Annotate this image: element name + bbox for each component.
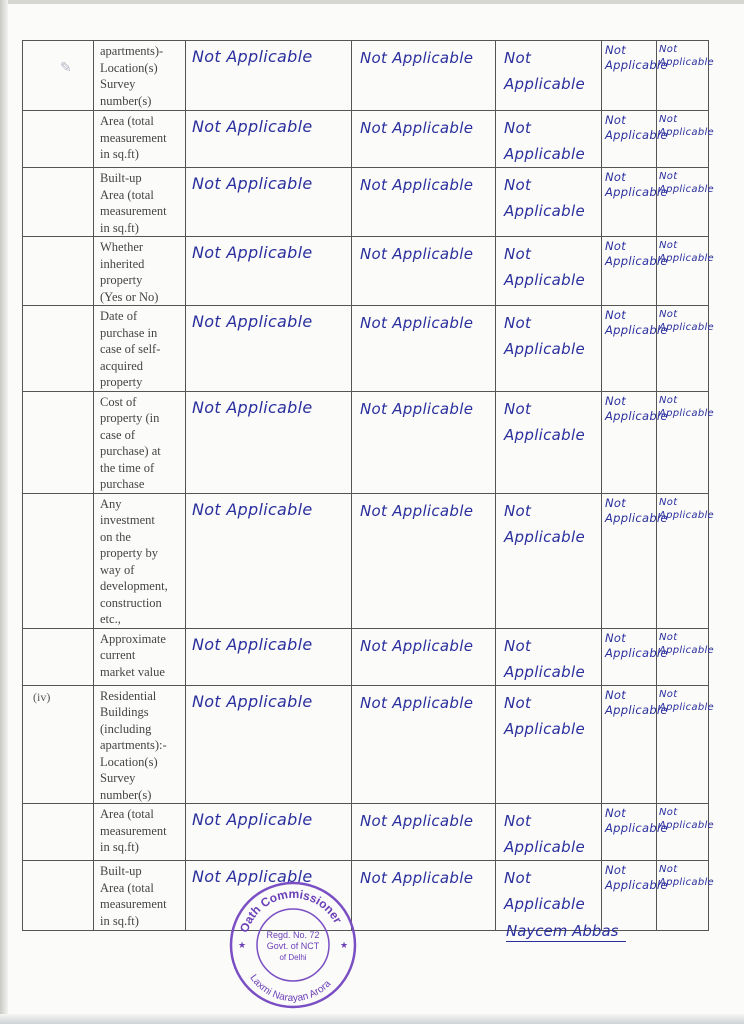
value-cell-4: [602, 685, 668, 804]
description-line: Approximate: [100, 631, 166, 646]
item-description-cell: [94, 493, 186, 628]
handwritten-value: Not Applicable: [360, 49, 474, 67]
handwritten-value: Not Applicable: [504, 869, 585, 913]
handwritten-value: Not Applicable: [192, 867, 313, 886]
value-cell-3: [496, 41, 602, 111]
description-line: case of self-: [100, 342, 161, 356]
value-cell-2: [352, 111, 496, 168]
description-line: Cost of: [100, 394, 137, 409]
deponent-signature: Naycem Abbas: [506, 922, 626, 942]
value-cell-3: [496, 628, 602, 685]
value-cell-1: [186, 804, 352, 861]
handwritten-value: Not Applicable: [659, 394, 714, 419]
description-line: construction: [100, 595, 162, 610]
value-cell-3: [496, 168, 602, 237]
handwritten-value: Not Applicable: [659, 864, 714, 888]
description-line: property (in: [100, 411, 160, 425]
handwritten-value: Not Applicable: [360, 693, 474, 712]
svg-text:Govt. of NCT: Govt. of NCT: [266, 941, 320, 951]
item-description-cell: [94, 168, 186, 237]
item-description-cell: [94, 111, 186, 168]
value-cell-4: [602, 237, 668, 306]
table-row: [23, 861, 709, 931]
description-line: Survey: [100, 771, 136, 785]
value-cell-4: [602, 391, 668, 493]
description-line: market value: [100, 664, 165, 679]
value-cell-1: [186, 493, 352, 628]
handwritten-value: Not Applicable: [659, 631, 714, 656]
description-line: measurement: [100, 823, 167, 838]
description-line: measurement: [100, 204, 167, 218]
handwritten-value: Not Applicable: [504, 636, 585, 681]
description-line: number(s): [100, 93, 152, 108]
table-row: [23, 391, 709, 493]
handwritten-value: Not Applicable: [504, 245, 585, 289]
page-bottom-edge: [0, 1014, 744, 1024]
description-line: Area (total: [100, 114, 154, 128]
value-cell-4: [602, 804, 668, 861]
handwritten-value: Not Applicable: [659, 240, 714, 264]
description-line: in sq.ft): [100, 913, 139, 928]
handwritten-value: Not Applicable: [360, 314, 474, 332]
description-line: in sq.ft): [100, 220, 139, 235]
value-cell-2: [352, 168, 496, 237]
handwritten-value: Not Applicable: [659, 114, 714, 138]
handwritten-value: Not Applicable: [605, 495, 668, 525]
table-row: [23, 111, 709, 168]
table-row: [23, 41, 709, 111]
item-description-cell: [94, 306, 186, 392]
description-line: acquired: [100, 358, 144, 373]
value-cell-2: [352, 306, 496, 392]
handwritten-value: Not Applicable: [504, 119, 585, 163]
item-description-cell: [94, 237, 186, 306]
table-row: [23, 237, 709, 306]
value-cell-4: [602, 111, 668, 168]
handwritten-value: Not Applicable: [504, 314, 585, 358]
handwritten-value: Not Applicable: [605, 393, 668, 423]
description-line: Area (total: [100, 187, 154, 202]
serial-number-cell: [23, 861, 94, 931]
svg-text:★: ★: [238, 940, 247, 950]
value-cell-3: [496, 237, 602, 306]
value-cell-3: [496, 685, 602, 804]
page-left-edge: [0, 0, 8, 1024]
value-cell-5: [657, 41, 714, 111]
description-line: property by: [100, 546, 158, 560]
description-line: Any: [100, 496, 122, 511]
value-cell-5: [657, 493, 714, 628]
handwritten-value: Not Applicable: [605, 806, 668, 835]
asset-declaration-table: [22, 40, 714, 931]
value-cell-1: [186, 685, 352, 804]
description-line: property: [100, 375, 143, 389]
serial-number-cell: [23, 168, 94, 237]
description-line: measurement: [100, 897, 167, 911]
handwritten-value: Not Applicable: [192, 243, 313, 262]
item-description-cell: [94, 804, 186, 861]
serial-number-cell: [23, 306, 94, 392]
oath-commissioner-stamp: [228, 880, 358, 1010]
handwritten-value: Not Applicable: [360, 399, 474, 418]
handwritten-value: Not Applicable: [360, 812, 474, 830]
value-cell-5: [657, 168, 714, 237]
description-line: purchase in: [100, 325, 158, 340]
description-line: (Yes or No): [100, 289, 159, 304]
value-cell-3: [496, 111, 602, 168]
description-line: purchase) at: [100, 444, 161, 458]
description-line: Survey: [100, 77, 136, 91]
ink-smudge: ✎: [60, 61, 72, 76]
description-line: Buildings: [100, 705, 149, 719]
handwritten-value: Not Applicable: [504, 693, 585, 738]
table-row: [23, 685, 709, 804]
handwritten-value: Not Applicable: [605, 308, 668, 337]
handwritten-value: Not Applicable: [360, 869, 474, 887]
description-line: measurement: [100, 130, 167, 145]
value-cell-5: [657, 861, 714, 931]
handwritten-value: Not Applicable: [605, 113, 668, 142]
value-cell-2: [352, 493, 496, 628]
value-cell-3: [496, 861, 602, 931]
svg-text:Laxmi Narayan Arora: Laxmi Narayan Arora: [247, 972, 334, 1005]
item-description-cell: [94, 41, 186, 111]
description-line: Built-up: [100, 171, 142, 185]
handwritten-value: Not Applicable: [659, 688, 714, 713]
handwritten-value: Not Applicable: [192, 499, 313, 519]
handwritten-value: Not Applicable: [659, 807, 714, 831]
value-cell-3: [496, 804, 602, 861]
value-cell-2: [352, 685, 496, 804]
description-line: Date of: [100, 309, 138, 323]
item-description-cell: [94, 628, 186, 685]
value-cell-4: [602, 41, 668, 111]
page-top-edge: [0, 0, 744, 4]
description-line: etc.,: [100, 612, 121, 626]
value-cell-1: [186, 168, 352, 237]
description-line: (including: [100, 721, 152, 736]
serial-number-cell: [23, 804, 94, 861]
handwritten-value: Not Applicable: [605, 630, 668, 660]
description-line: Location(s): [100, 60, 158, 75]
serial-number-cell: (iv): [23, 685, 94, 804]
handwritten-value: Not Applicable: [360, 636, 474, 655]
handwritten-value: Not Applicable: [192, 47, 313, 66]
description-line: current: [100, 648, 136, 662]
svg-text:Regd. No. 72: Regd. No. 72: [266, 930, 320, 940]
table-row: [23, 628, 709, 685]
handwritten-value: Not Applicable: [360, 176, 474, 194]
handwritten-value: Not Applicable: [360, 501, 474, 520]
value-cell-3: [496, 306, 602, 392]
value-cell-3: [496, 493, 602, 628]
handwritten-value: Not Applicable: [192, 810, 313, 829]
description-line: investment: [100, 513, 155, 527]
description-line: Built-up: [100, 864, 142, 878]
item-description-cell: [94, 861, 186, 931]
value-cell-1: [186, 628, 352, 685]
serial-number-cell: [23, 391, 94, 493]
description-line: Area (total: [100, 880, 154, 895]
serial-number-cell: [23, 628, 94, 685]
handwritten-value: Not Applicable: [659, 171, 714, 195]
value-cell-2: [352, 237, 496, 306]
table-row: [23, 493, 709, 628]
value-cell-5: [657, 685, 714, 804]
serial-number-cell: [23, 493, 94, 628]
description-line: Area (total: [100, 807, 154, 821]
description-line: on the: [100, 529, 131, 544]
value-cell-5: [657, 306, 714, 392]
serial-number-cell: [23, 237, 94, 306]
value-cell-4: [602, 493, 668, 628]
handwritten-value: Not Applicable: [659, 309, 714, 333]
handwritten-value: Not Applicable: [192, 312, 313, 331]
description-line: case of: [100, 427, 136, 442]
value-cell-1: [186, 306, 352, 392]
handwritten-value: Not Applicable: [504, 501, 585, 546]
description-line: apartments):-: [100, 738, 167, 752]
table-row: [23, 168, 709, 237]
value-cell-4: [602, 861, 668, 931]
item-description-cell: [94, 391, 186, 493]
handwritten-value: Not Applicable: [659, 496, 714, 521]
description-line: the time of: [100, 460, 155, 475]
handwritten-value: Not Applicable: [360, 245, 474, 263]
description-line: apartments)-: [100, 44, 164, 58]
table-row: [23, 804, 709, 861]
value-cell-2: [352, 391, 496, 493]
handwritten-value: Not Applicable: [504, 399, 585, 444]
handwritten-value: Not Applicable: [192, 117, 313, 136]
description-line: Location(s): [100, 754, 158, 769]
handwritten-value: Not Applicable: [192, 691, 313, 711]
description-line: in sq.ft): [100, 840, 139, 854]
description-line: Whether: [100, 240, 144, 254]
value-cell-1: [186, 111, 352, 168]
value-cell-1: [186, 41, 352, 111]
handwritten-value: Not Applicable: [605, 863, 668, 892]
value-cell-2: [352, 804, 496, 861]
handwritten-value: Not Applicable: [192, 174, 313, 193]
handwritten-value: Not Applicable: [504, 812, 585, 856]
handwritten-value: Not Applicable: [659, 44, 714, 68]
handwritten-value: Not Applicable: [605, 687, 668, 717]
description-line: development,: [100, 579, 168, 593]
description-line: in sq.ft): [100, 147, 139, 161]
item-description-cell: [94, 685, 186, 804]
handwritten-value: Not Applicable: [360, 119, 474, 137]
description-line: way of: [100, 562, 135, 577]
handwritten-value: Not Applicable: [605, 239, 668, 268]
description-line: number(s): [100, 787, 152, 802]
serial-number-cell: [23, 111, 94, 168]
value-cell-2: [352, 41, 496, 111]
handwritten-value: Not Applicable: [504, 49, 585, 93]
value-cell-4: [602, 628, 668, 685]
table-row: [23, 306, 709, 392]
handwritten-value: Not Applicable: [504, 176, 585, 220]
handwritten-value: Not Applicable: [605, 170, 668, 199]
value-cell-5: [657, 237, 714, 306]
svg-text:of Delhi: of Delhi: [279, 953, 307, 962]
svg-text:★: ★: [340, 940, 349, 950]
value-cell-1: [186, 391, 352, 493]
value-cell-4: [602, 306, 668, 392]
value-cell-1: [186, 237, 352, 306]
value-cell-2: [352, 861, 496, 931]
description-line: purchase: [100, 477, 145, 491]
description-line: inherited: [100, 256, 145, 271]
description-line: property: [100, 273, 143, 287]
value-cell-2: [352, 628, 496, 685]
handwritten-value: Not Applicable: [192, 634, 313, 654]
value-cell-3: [496, 391, 602, 493]
value-cell-5: [657, 391, 714, 493]
handwritten-value: Not Applicable: [605, 43, 668, 72]
svg-text:Oath Commissioner: Oath Commissioner: [236, 886, 345, 935]
handwritten-value: Not Applicable: [192, 397, 313, 417]
description-line: Residential: [100, 688, 157, 703]
value-cell-4: [602, 168, 668, 237]
serial-number-cell: [23, 41, 94, 111]
